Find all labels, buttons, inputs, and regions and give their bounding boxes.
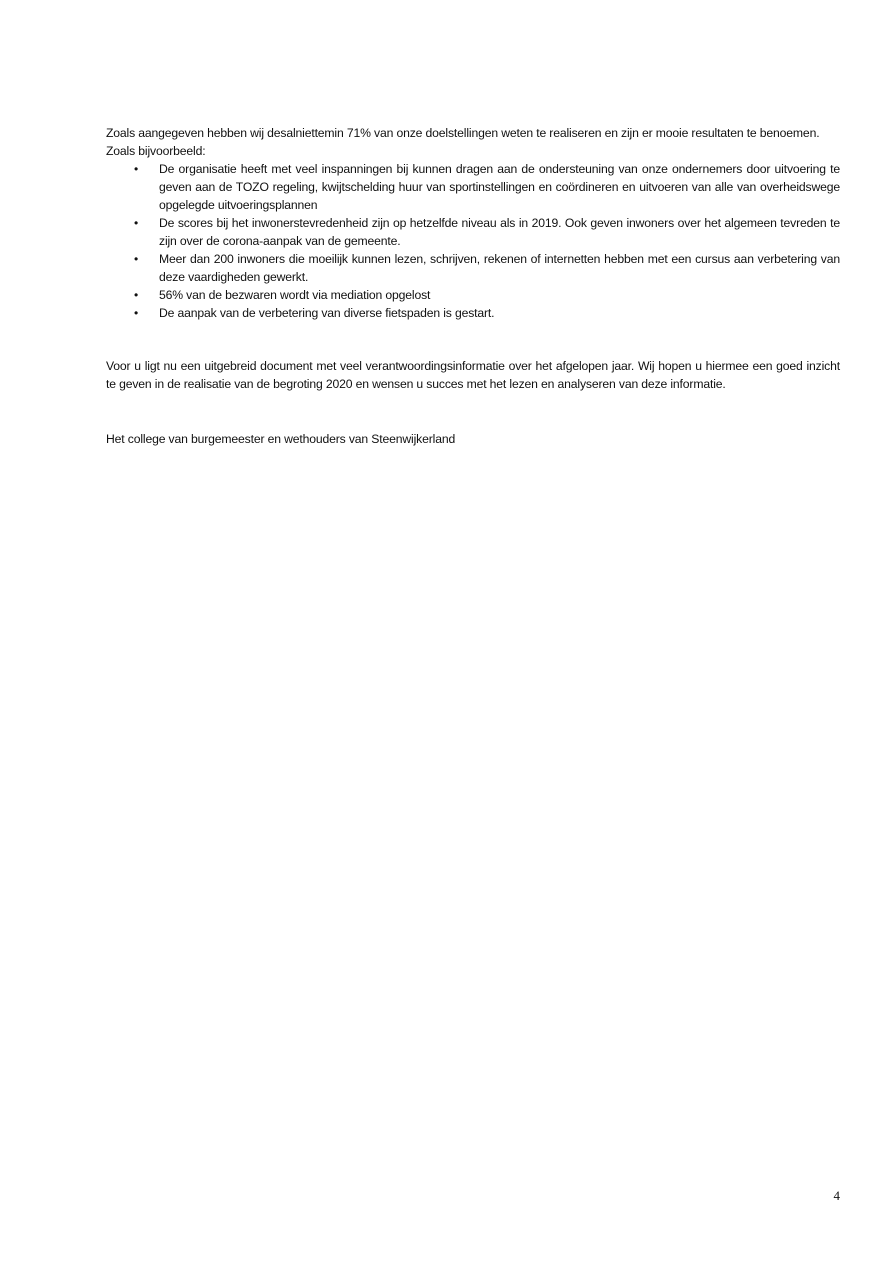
list-item-text: Meer dan 200 inwoners die moeilijk kunnen lezen, schrijven, rekenen of internetten hebben met een cursus aan verbetering van deze vaardigheden gewerkt. <box>159 252 840 284</box>
list-item <box>106 286 840 304</box>
bullet-icon: • <box>134 288 139 302</box>
intro-line-1: Zoals aangegeven hebben wij desalniettemin 71% van onze doelstellingen weten te realiseren en zijn er mooie resultaten te benoemen. <box>106 126 820 140</box>
list-item <box>106 214 840 250</box>
bullet-icon: • <box>134 216 139 230</box>
page-number: 4 <box>833 1188 840 1203</box>
list-item <box>106 160 840 214</box>
signature-line: Het college van burgemeester en wethouders van Steenwijkerland <box>106 432 456 446</box>
results-bullet-list <box>106 160 840 322</box>
bullet-icon: • <box>134 252 139 266</box>
list-item-text: 56% van de bezwaren wordt via mediation opgelost <box>159 288 431 302</box>
intro-line-2: Zoals bijvoorbeeld: <box>106 144 206 158</box>
list-item-text: De organisatie heeft met veel inspanningen bij kunnen dragen aan de ondersteuning van onze ondernemers door uitvoering te geven aan de TOZO regeling, kwijtschelding huur van sportinstellingen en coördineren en uitvoeren van alle van overheidswege opgelegde uitvoeringsplannen <box>159 162 840 212</box>
page-content <box>106 124 840 448</box>
list-item <box>106 250 840 286</box>
bullet-icon: • <box>134 306 139 320</box>
list-item-text: De aanpak van de verbetering van diverse fietspaden is gestart. <box>159 306 495 320</box>
list-item-text: De scores bij het inwonerstevredenheid zijn op hetzelfde niveau als in 2019. Ook geven inwoners over het algemeen tevreden te zijn over de corona-aanpak van de gemeente. <box>159 216 840 248</box>
closing-paragraph: Voor u ligt nu een uitgebreid document met veel verantwoordingsinformatie over het afgelopen jaar. Wij hopen u hiermee een goed inzicht te geven in de realisatie van de begroting 2020 en wensen u succes met het lezen en analyseren van deze informatie. <box>106 359 840 391</box>
list-item <box>106 304 840 322</box>
bullet-icon: • <box>134 162 139 176</box>
